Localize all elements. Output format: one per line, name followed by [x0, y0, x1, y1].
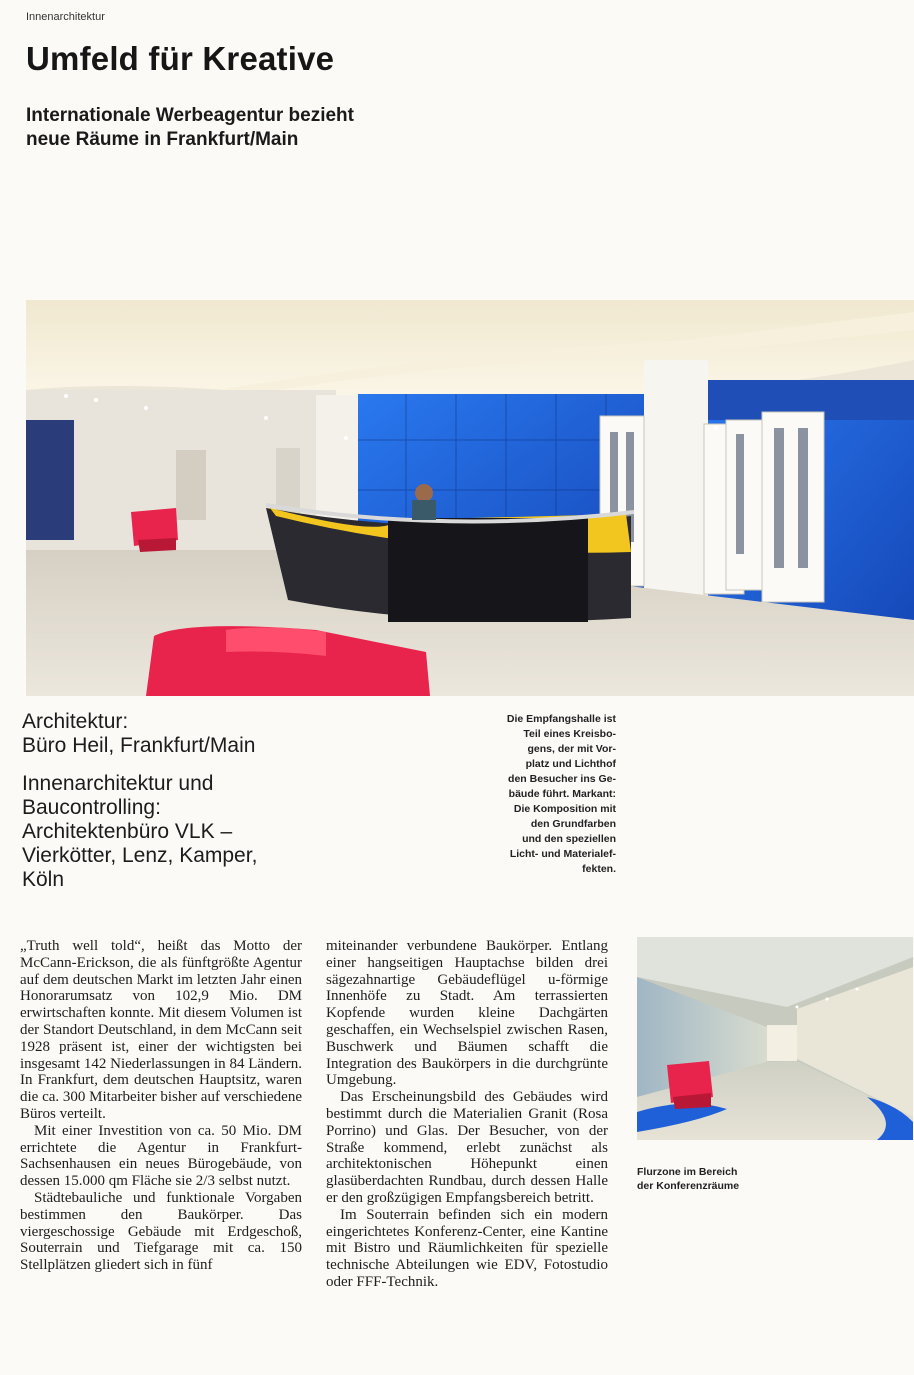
interior-line: Köln	[22, 868, 65, 891]
caption-line: Flurzone im Bereich	[637, 1166, 738, 1178]
caption-line: bäude führt. Markant:	[508, 788, 616, 800]
caption-line: der Konferenzräume	[637, 1180, 740, 1192]
caption-line: platz und Lichthof	[525, 758, 616, 770]
body-paragraph: „Truth well told“, heißt das Motto der McCann-Erickson, die als fünftgrößte Agentur auf dem deutschen Markt im letzten Jahr einen Honorarumsatz von 102,9 Mio. DM erwirtschaften konnte. Mit diesem Volumen ist der Standort Deutschland, in dem McCann seit 1928 präsent ist, einer der wichtigsten bei insgesamt 142 Niederlassungen in 84 Ländern. In Frankfurt, dem deutschen Hauptsitz, waren die ca. 300 Mitarbeiter bisher auf verschiedene Büros verteilt.	[20, 938, 302, 1122]
interior-line: Baucontrolling:	[22, 796, 161, 819]
architecture-label: Architektur:	[22, 710, 129, 733]
caption-line: Die Komposition mit	[513, 803, 616, 815]
architecture-credit	[22, 710, 342, 758]
article-subtitle	[26, 104, 446, 152]
subtitle-line: Internationale Werbeagentur bezieht	[26, 105, 354, 126]
body-paragraph: Mit einer Investition von ca. 50 Mio. DM errichtete die Agentur in Frankfurt-Sachsenhausen ein neues Bürogebäude, von dessen 15.000 qm Fläche sie 2/3 selbst nutzt.	[20, 1122, 302, 1190]
caption-line: Teil eines Kreisbo-	[523, 728, 616, 740]
caption-line: den Besucher ins Ge-	[508, 773, 616, 785]
body-paragraph: miteinander verbundene Baukörper. Entlang einer hangseitigen Hauptachse bilden drei sägezahnartige Gebäudeflügel u-förmige Innenhöfe zu Stadt. Am terrassierten Kopfende wurden kleine Dachgärten geschaffen, ein Wechselspiel zwischen Rasen, Buschwerk und Bäumen schafft die Integration des Baukörpers in die durchgrünte Umgebung.	[326, 938, 608, 1089]
caption-line: und den speziellen	[522, 833, 616, 845]
reception-hall-photo	[26, 300, 914, 696]
caption-line: Licht- und Materialef-	[509, 848, 616, 860]
caption-line: fekten.	[582, 863, 616, 875]
credits-block	[22, 710, 342, 906]
interior-line: Vierkötter, Lenz, Kamper,	[22, 844, 258, 867]
body-paragraph: Städtebauliche und funktionale Vorgaben bestimmen den Baukörper. Das viergeschossige Gebäude mit Erdgeschoß, Souterrain und Tiefgarage mit ca. 150 Stellplätzen gliedert sich in fünf	[20, 1189, 302, 1274]
subtitle-line: neue Räume in Frankfurt/Main	[26, 129, 299, 150]
caption-line: gens, der mit Vor-	[527, 743, 616, 755]
interior-credit	[22, 772, 342, 892]
caption-line: den Grundfarben	[530, 818, 616, 830]
caption-line: Die Empfangshalle ist	[506, 713, 616, 725]
body-paragraph: Im Souterrain befinden sich ein modern eingerichtetes Konferenz-Center, eine Kantine mit Bistro und Räumlichkeiten für spezielle technische Abteilungen wie EDV, Fotostudio oder FFF-Technik.	[326, 1206, 608, 1290]
corridor-photo	[637, 937, 913, 1140]
interior-line: Architektenbüro VLK –	[22, 820, 233, 843]
main-photo-caption	[470, 712, 616, 877]
corridor-caption	[637, 1165, 797, 1193]
architecture-value: Büro Heil, Frankfurt/Main	[22, 734, 256, 757]
interior-line: Innenarchitektur und	[22, 772, 214, 795]
body-paragraph: Das Erscheinungsbild des Gebäudes wird bestimmt durch die Materialien Granit (Rosa Porrino) und Glas. Der Besucher, von der Straße kommend, erlebt zunächst als architektonischen Höhepunkt einen glasüberdachten Rundbau, durch dessen Halle er den großzügigen Empfangsbereich betritt.	[326, 1089, 608, 1206]
article-title: Umfeld für Kreative	[26, 40, 335, 77]
section-label: Innenarchitektur	[26, 11, 105, 23]
body-column-2	[326, 938, 608, 1291]
body-column-1	[20, 938, 302, 1274]
